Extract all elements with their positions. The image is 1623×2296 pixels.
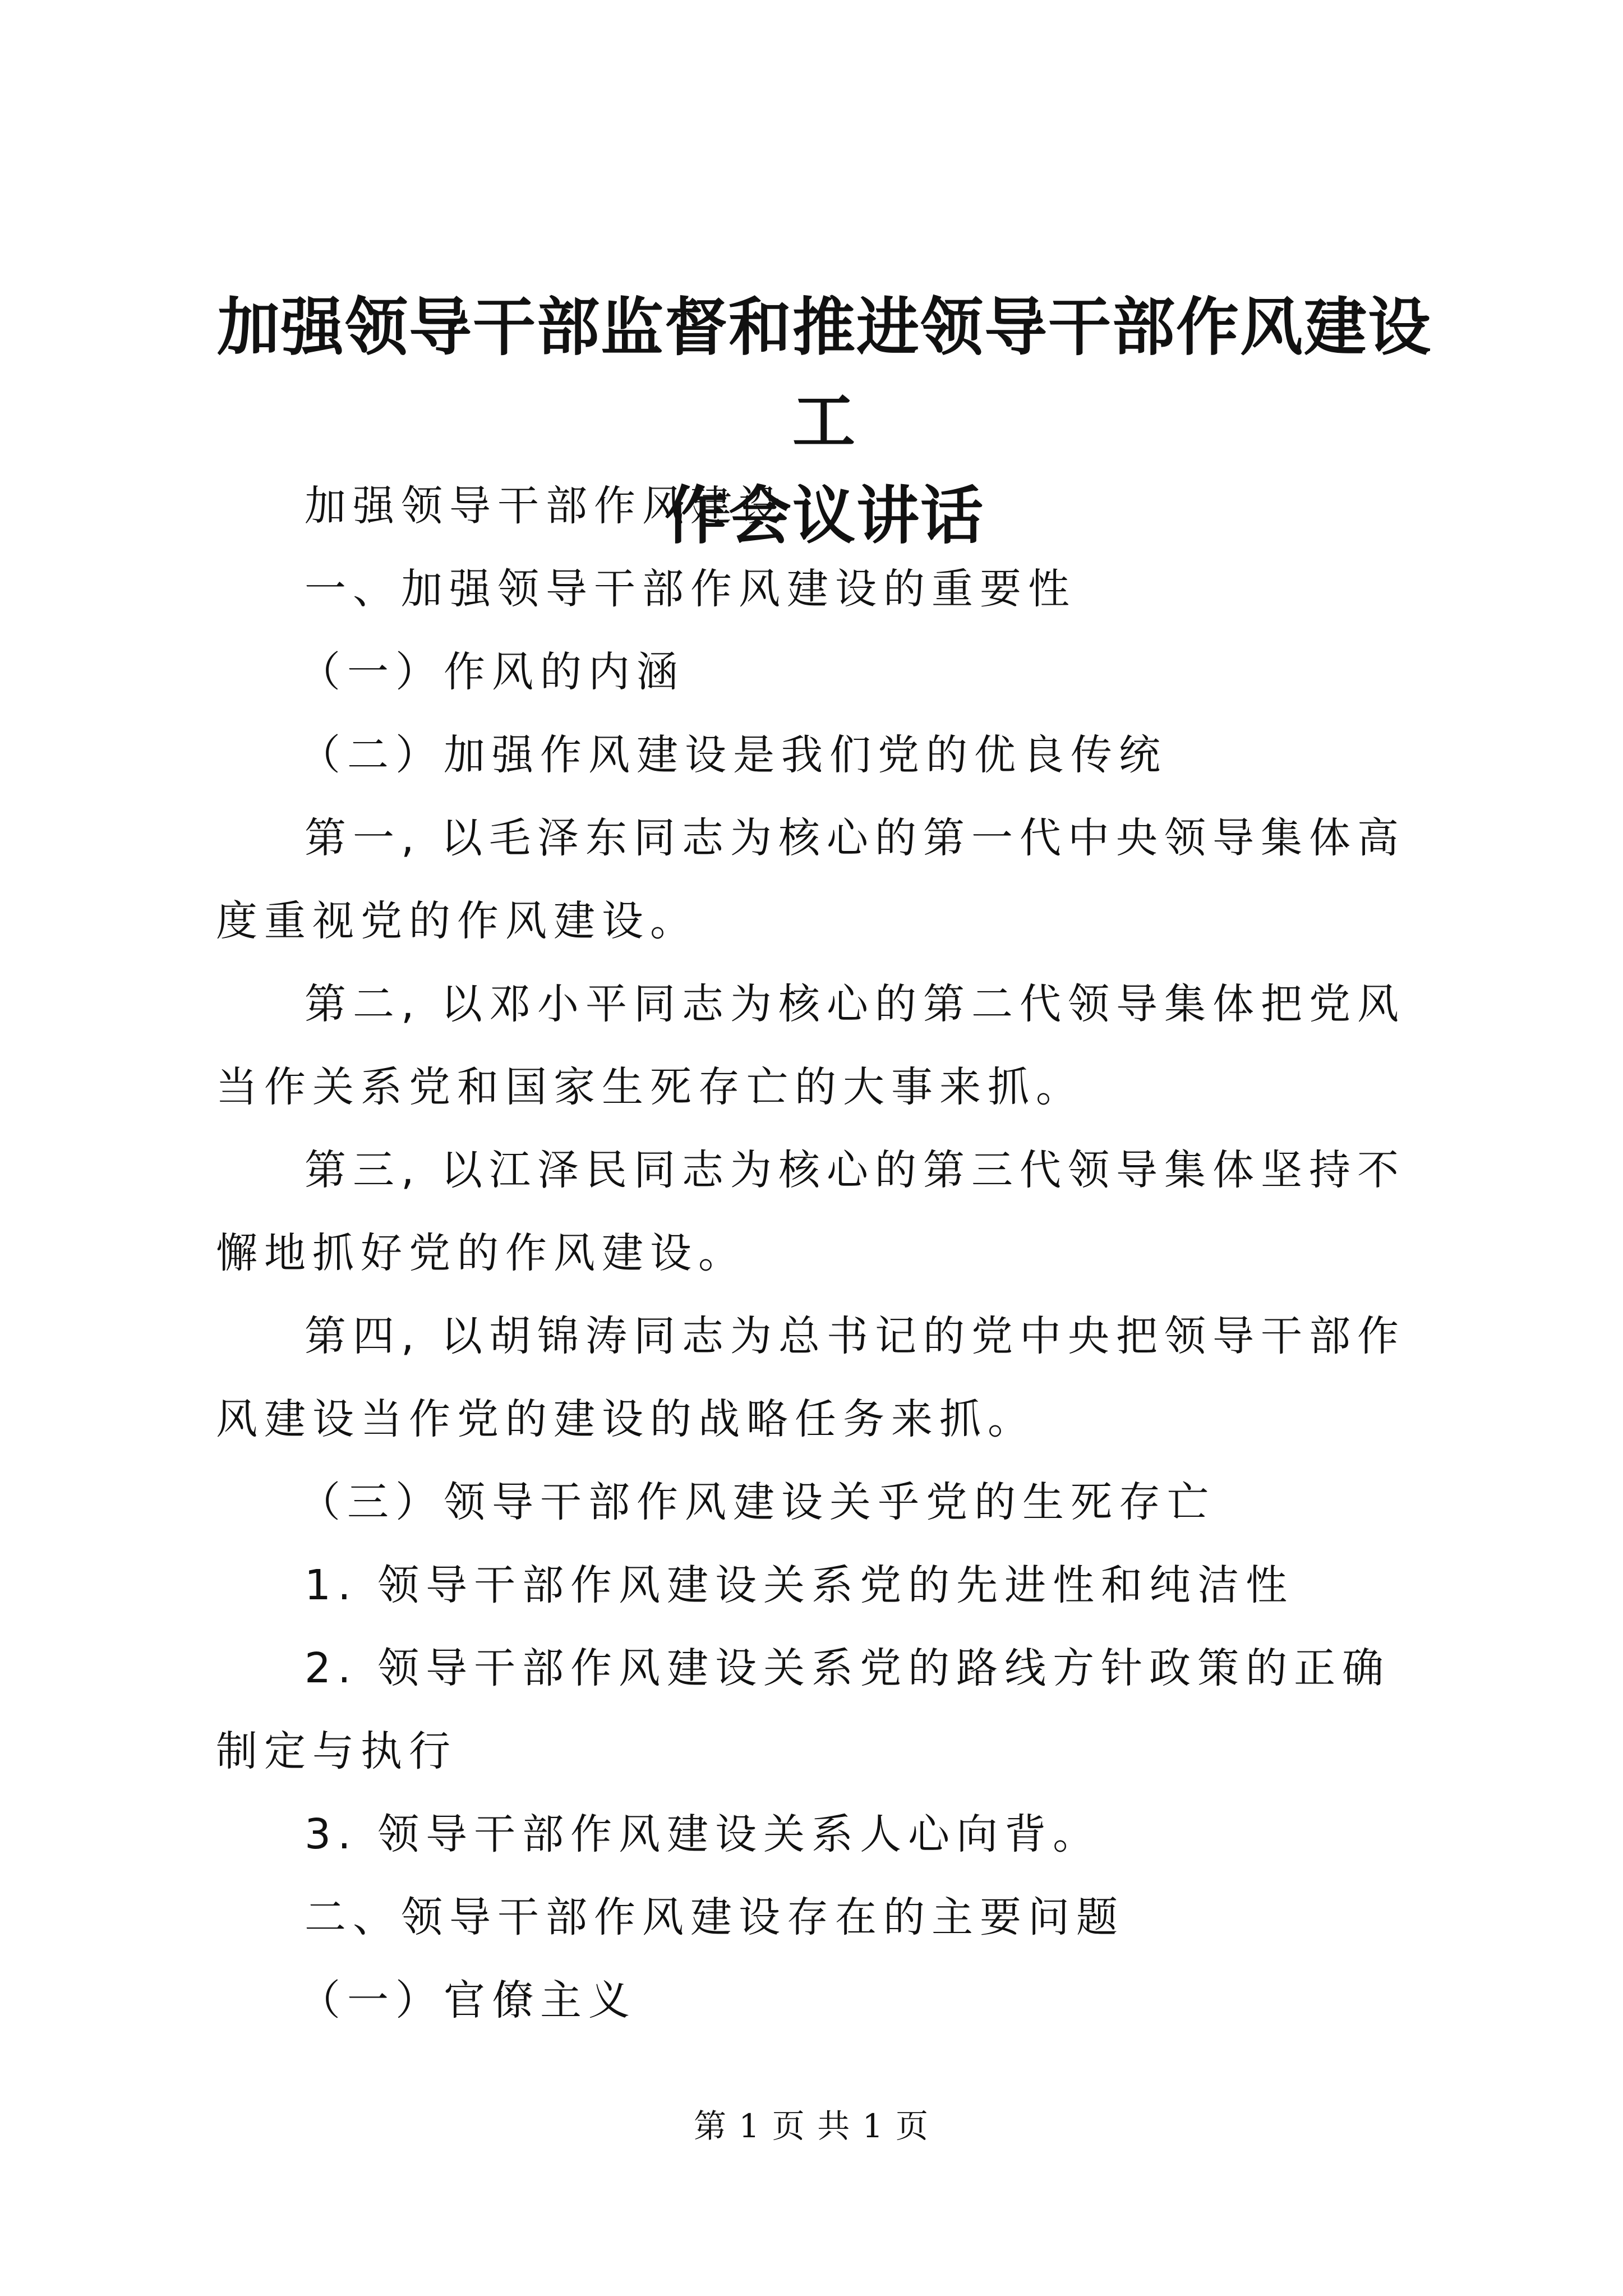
paragraph: 第一, 以毛泽东同志为核心的第一代中央领导集体高度重视党的作风建设。: [216, 814, 1406, 945]
paragraph: 第三, 以江泽民同志为核心的第三代领导集体坚持不懈地抓好党的作风建设。: [216, 1146, 1406, 1277]
list-item: 1. 领导干部作风建设关系党的先进性和纯洁性: [305, 1561, 1294, 1609]
paragraph: 第四, 以胡锦涛同志为总书记的党中央把领导干部作风建设当作党的建设的战略任务来抓。: [216, 1312, 1406, 1443]
subsection-heading: （二）加强作风建设是我们党的优良传统: [299, 731, 1167, 779]
title-line-2: 作会议讲话: [665, 479, 984, 553]
subsection-heading: （一）作风的内涵: [299, 648, 685, 696]
section-heading: 二、领导干部作风建设存在的主要问题: [305, 1893, 1124, 1941]
page-footer: 第 1 页 共 1 页: [694, 2107, 929, 2145]
subsection-heading: （一）官僚主义: [299, 1976, 637, 2024]
list-item: 3. 领导干部作风建设关系人心向背。: [305, 1810, 1101, 1858]
section-heading: 一、加强领导干部作风建设的重要性: [305, 565, 1076, 613]
paragraph: 加强领导干部作风建设: [305, 482, 787, 530]
subsection-heading: （三）领导干部作风建设关乎党的生死存亡: [299, 1478, 1215, 1526]
list-item: 2. 领导干部作风建设关系党的路线方针政策的正确制定与执行: [216, 1644, 1391, 1775]
paragraph: 第二, 以邓小平同志为核心的第二代领导集体把党风当作关系党和国家生死存亡的大事来抓。: [216, 980, 1406, 1111]
document-body: [216, 464, 1427, 2042]
title-line-1: 加强领导干部监督和推进领导干部作风建设工: [217, 291, 1432, 458]
